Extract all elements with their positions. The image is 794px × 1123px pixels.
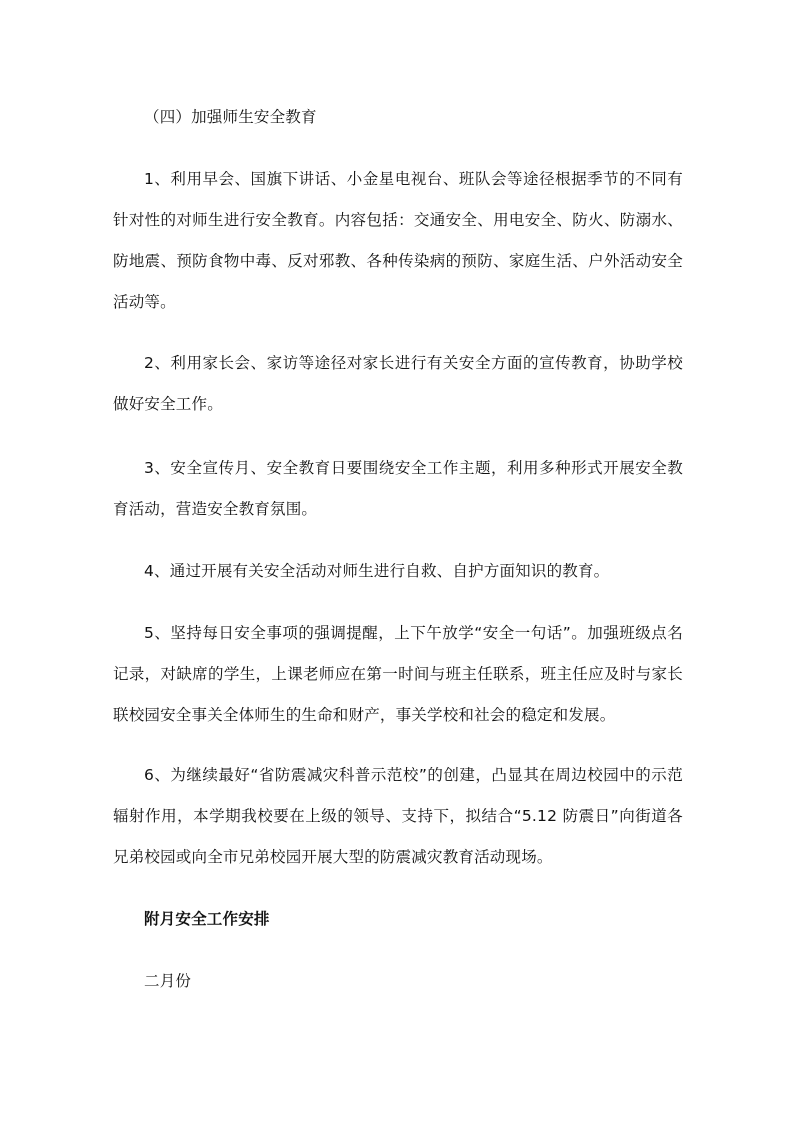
paragraph-1: 1、利用早会、国旗下讲话、小金星电视台、班队会等途径根据季节的不同有针对性的对师生进行安全教育。内容包括：交通安全、用电安全、防火、防溺水、防地震、预防食物中毒、反对邪教、各种传染病的预防、家庭生活、户外活动安全活动等。 [113,170,683,311]
month-label: 二月份 [144,972,192,990]
paragraph-6: 6、为继续最好“省防震减灾科普示范校”的创建，凸显其在周边校园中的示范辐射作用，本学期我校要在上级的领导、支持下，拟结合“5.12 防震日”向街道各兄弟校园或向全市兄弟校园开展大型的防震减灾教育活动现场。 [113,766,683,866]
paragraph-3: 3、安全宣传月、安全教育日要围绕安全工作主题，利用多种形式开展安全教育活动，营造安全教育氛围。 [113,459,683,518]
paragraph-5: 5、坚持每日安全事项的强调提醒，上下午放学“安全一句话”。加强班级点名记录，对缺席的学生，上课老师应在第一时间与班主任联系，班主任应及时与家长联校园安全事关全体师生的生命和财产，事关学校和社会的稳定和发展。 [113,624,683,724]
paragraph-4: 4、通过开展有关安全活动对师生进行自救、自护方面知识的教育。 [144,562,610,580]
appendix-heading: 附月安全工作安排 [144,910,270,928]
paragraph-2: 2、利用家长会、家访等途径对家长进行有关安全方面的宣传教育，协助学校做好安全工作。 [113,354,683,413]
section-heading: （四）加强师生安全教育 [144,108,317,126]
